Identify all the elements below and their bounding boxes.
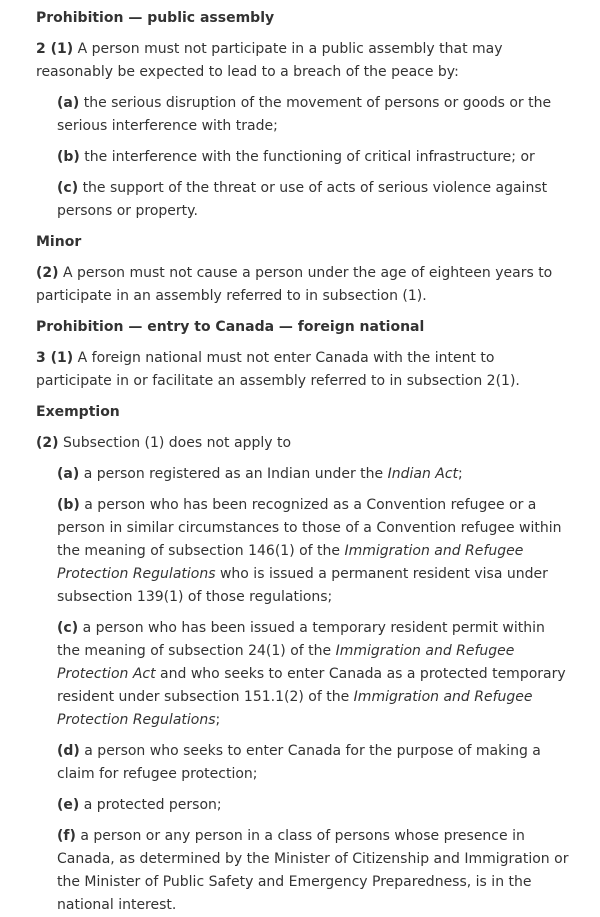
paragraph-number: (f) xyxy=(57,828,76,844)
paragraph-text: A person must not participate in a public assembly that may reasonably be expected to lead to a breach of the peace by: xyxy=(36,41,503,80)
paragraph-text: who is issued a permanent resident visa under subsection 139(1) of those regulations; xyxy=(57,566,548,605)
section-heading: Prohibition — public assembly xyxy=(36,10,275,26)
paragraph-3-2-a xyxy=(57,463,570,486)
paragraph-text: A person must not cause a person under the age of eighteen years to participate in an assembly referred to in subsection (1). xyxy=(36,265,553,304)
paragraph-3-2 xyxy=(36,432,570,455)
paragraph-2-1-a xyxy=(57,92,570,138)
paragraph-text: the interference with the functioning of critical infrastructure; or xyxy=(84,149,535,165)
paragraph-text: the serious disruption of the movement of persons or goods or the serious interference with trade; xyxy=(57,95,552,134)
paragraph-3-2-d xyxy=(57,740,570,786)
paragraph-text: and who seeks to enter Canada as a protected temporary resident under subsection 151.1(2) of the xyxy=(57,666,566,705)
paragraph-text: a person registered as an Indian under the xyxy=(83,466,388,482)
paragraph-3-2-c xyxy=(57,617,570,732)
paragraph-number: 2 (1) xyxy=(36,41,74,57)
act-title: Immigration and Refugee Protection Act xyxy=(57,643,515,682)
paragraph-number: (d) xyxy=(57,743,80,759)
paragraph-2-1 xyxy=(36,38,570,84)
paragraph-text: Subsection (1) does not apply to xyxy=(63,435,292,451)
paragraph-text: A foreign national must not enter Canada with the intent to participate in or facilitate an assembly referred to in subsection 2(1). xyxy=(36,350,520,389)
paragraph-number: (a) xyxy=(57,466,80,482)
paragraph-2-1-c xyxy=(57,177,570,223)
paragraph-3-2-f xyxy=(57,825,570,917)
paragraph-3-1 xyxy=(36,347,570,393)
paragraph-3-2-e xyxy=(57,794,570,817)
paragraph-number: (2) xyxy=(36,265,59,281)
paragraph-text: ; xyxy=(458,466,463,482)
paragraph-text: a protected person; xyxy=(83,797,222,813)
section-heading: Minor xyxy=(36,234,82,250)
paragraph-text: a person who has been recognized as a Convention refugee or a person in similar circumstances to those of a Convention refugee within the meaning of subsection 146(1) of the xyxy=(57,497,562,559)
paragraph-text: a person who seeks to enter Canada for the purpose of making a claim for refugee protection; xyxy=(57,743,541,782)
paragraph-text: the support of the threat or use of acts of serious violence against persons or property. xyxy=(57,180,548,219)
paragraph-text: a person or any person in a class of persons whose presence in Canada, as determined by the Minister of Citizenship and Immigration or the Minister of Public Safety and Emergency Preparedness, is in the national interest. xyxy=(57,828,569,913)
paragraph-number: 3 (1) xyxy=(36,350,74,366)
paragraph-number: (2) xyxy=(36,435,59,451)
paragraph-number: (e) xyxy=(57,797,80,813)
section-heading: Exemption xyxy=(36,404,120,420)
paragraph-number: (c) xyxy=(57,620,79,636)
paragraph-2-1-b xyxy=(57,146,570,169)
act-title: Indian Act xyxy=(387,466,459,482)
paragraph-number: (b) xyxy=(57,149,80,165)
paragraph-number: (b) xyxy=(57,497,80,513)
paragraph-text: ; xyxy=(215,712,221,728)
section-heading: Prohibition — entry to Canada — foreign national xyxy=(36,319,425,335)
paragraph-3-2-b xyxy=(57,494,570,609)
paragraph-number: (a) xyxy=(57,95,80,111)
regulations-title: Immigration and Refugee Protection Regulations xyxy=(57,689,533,728)
paragraph-text: a person who has been issued a temporary resident permit within the meaning of subsection 24(1) of the xyxy=(57,620,545,659)
paragraph-number: (c) xyxy=(57,180,79,196)
regulations-title: Immigration and Refugee Protection Regulations xyxy=(57,543,524,582)
paragraph-2-2 xyxy=(36,262,570,308)
